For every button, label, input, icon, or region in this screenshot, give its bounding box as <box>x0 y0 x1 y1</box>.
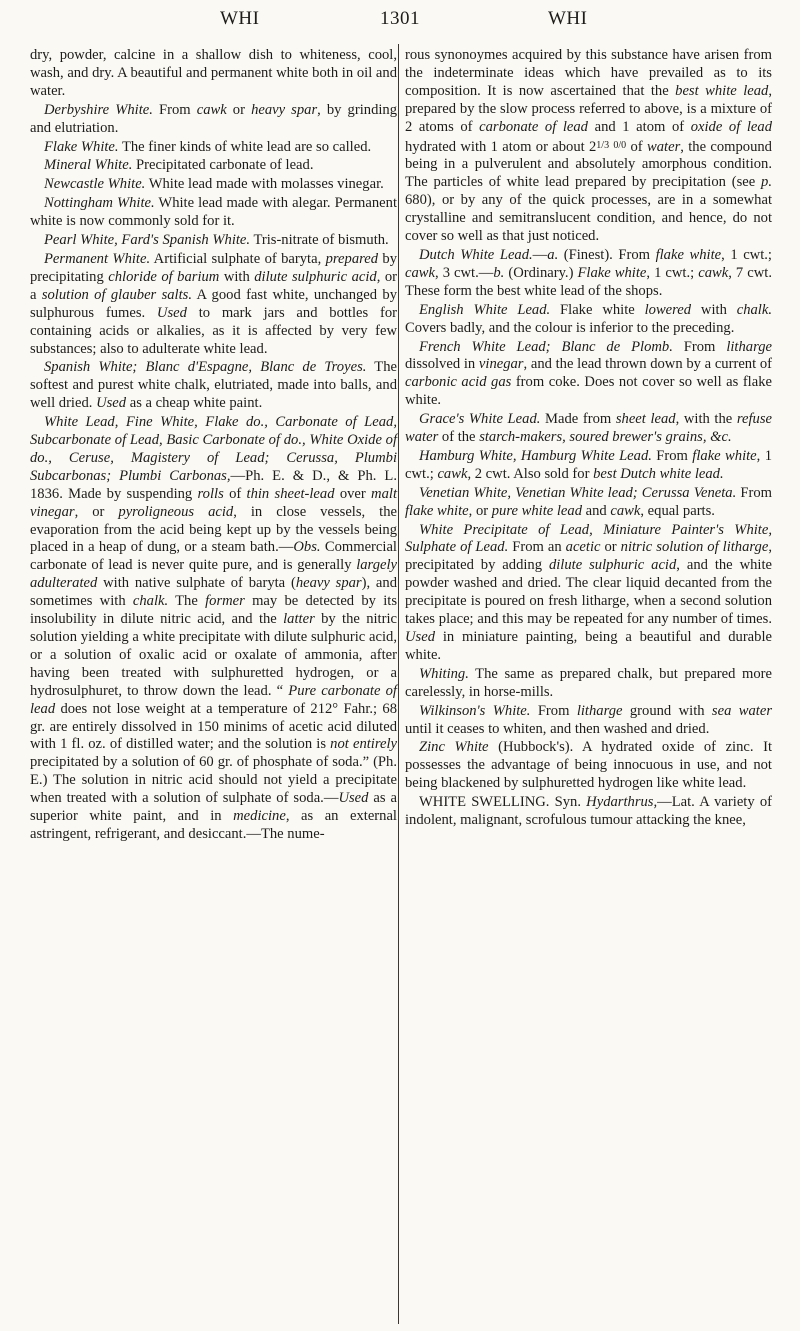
entry-paragraph: Flake White. The finer kinds of white lead are so called. <box>44 138 372 155</box>
entry-paragraph: Grace's White Lead. Made from sheet lead, with the refuse water of the starch-makers, soured brewer's grains, &c. <box>405 411 772 446</box>
entry-paragraph: French White Lead; Blanc de Plomb. From litharge dissolved in vinegar, and the lead thrown down by a current of carbonic acid gas from coke. Does not cover so well as flake white. <box>405 338 773 409</box>
entry-paragraph: Spanish White; Blanc d'Espagne, Blanc de Troyes. The softest and purest white chalk, elutriated, made into balls, and well dried. Used as a cheap white paint. <box>30 359 397 412</box>
entry-paragraph: WHITE SWELLING. Syn. Hydarthrus,—Lat. A variety of indolent, malignant, scrofulous tumour attacking the knee, <box>405 794 772 829</box>
entry-paragraph: White Lead, Fine White, Flake do., Carbonate of Lead, Subcarbonate of Lead, Basic Carbonate of do., White Oxide of do., Ceruse, Magistery of Lead; Cerussa, Plumbi Subcarbonas; Plumbi Carbonas,—Ph. E. & D., & Ph. L. 1836. Made by suspending rolls of thin sheet-lead over malt vinegar, or pyroligneous acid, in close vessels, the evaporation from the acid being kept up by the vessels being placed in a heap of dung, or a steam bath.—Obs. Commercial carbonate of lead is never quite pure, and is generally largely adulterated with native sulphate of baryta (heavy spar), and sometimes with chalk. The former may be detected by its insolubility in dilute nitric acid, and the latter by the nitric solution yielding a white precipitate with dilute sulphuric acid, or a solution of oxalic acid or oxalate of ammonia, after having been treated with sulphuretted hydrogen, or a hydrosulphuret, to throw down the lead. “ Pure carbonate of lead does not lose weight at a temperature of 212° Fahr.; 68 gr. are entirely dissolved in 150 minims of acetic acid diluted with 1 fl. oz. of distilled water; and the solution is not entirely precipitated by a solution of 60 gr. of phosphate of soda.” (Ph. E.) The solution in nitric acid should not yield a precipitate when treated with a solution of sulphate of soda.—Used as a superior white paint, and in medicine, as an external astringent, refrigerant, and desiccant.—The nume- <box>30 414 398 842</box>
entry-paragraph: Venetian White, Venetian White lead; Cerussa Veneta. From flake white, or pure white lead and cawk, equal parts. <box>405 484 772 519</box>
entry-paragraph: Whiting. The same as prepared chalk, but prepared more carelessly, in horse-mills. <box>405 665 772 700</box>
entry-paragraph: Wilkinson's White. From litharge ground with sea water until it ceases to whiten, and then washed and dried. <box>405 702 772 737</box>
entry-paragraph: Zinc White (Hubbock's). A hydrated oxide of zinc. It possesses the advantage of being innocuous in use, and not being blackened by sulphuretted hydrogen like white lead. <box>405 739 772 792</box>
entry-paragraph: Derbyshire White. From cawk or heavy spar, by grinding and elutriation. <box>30 101 398 136</box>
entry-paragraph: Newcastle White. White lead made with molasses vinegar. <box>44 176 384 193</box>
entry-paragraph: White Precipitate of Lead, Miniature Painter's White, Sulphate of Lead. From an acetic or nitric solution of litharge, precipitated by adding dilute sulphuric acid, and the white powder washed and dried. The clear liquid decanted from the precipitate is poured on fresh litharge, when a second solution takes place; and this may be repeated for any number of times. Used in miniature painting, being a beautiful and durable white. <box>405 521 773 663</box>
entry-paragraph: English White Lead. Flake white lowered with chalk. Covers badly, and the colour is inferior to the preceding. <box>405 301 772 336</box>
entry-paragraph: Nottingham White. White lead made with alegar. Permanent white is now commonly sold for it. <box>30 195 397 230</box>
header-left-word: WHI <box>220 8 260 29</box>
header-right-word: WHI <box>548 8 588 29</box>
entry-paragraph: Dutch White Lead.—a. (Finest). From flake white, 1 cwt.; cawk, 3 cwt.—b. (Ordinary.) Flake white, 1 cwt.; cawk, 7 cwt. These form the best white lead of the shops. <box>405 246 772 299</box>
entry-paragraph: dry, powder, calcine in a shallow dish to whiteness, cool, wash, and dry. A beautiful and permanent white both in oil and water. <box>30 47 397 99</box>
page-number: 1301 <box>380 8 420 29</box>
entry-paragraph: Hamburg White, Hamburg White Lead. From flake white, 1 cwt.; cawk, 2 cwt. Also sold for best Dutch white lead. <box>405 447 772 482</box>
column-divider <box>398 44 399 1324</box>
entry-paragraph: Pearl White, Fard's Spanish White. Tris-nitrate of bismuth. <box>44 232 389 249</box>
entry-paragraph: Mineral White. Precipitated carbonate of lead. <box>44 157 314 174</box>
running-head <box>0 8 800 38</box>
entry-paragraph: rous synonoymes acquired by this substance have arisen from the indeterminate ideas which have prevailed as to its composition. It is now ascertained that the best white lead, prepared by the slow process referred to above, is a mixture of 2 atoms of carbonate of lead and 1 atom of oxide of lead hydrated with 1 atom or about $2^{1/3}$ $^{0/0}$ of water, the compound being in a pulverulent and absolutely amorphous condition. The particles of white lead prepared by precipitation (see p. 680), or by any of the quick processes, are in a somewhat crystalline and semitranslucent condition, and hence, do not cover so well as that just noticed. <box>405 47 772 245</box>
entry-paragraph: Permanent White. Artificial sulphate of baryta, prepared by precipitating chloride of barium with dilute sulphuric acid, or a solution of glauber salts. A good fast white, unchanged by sulphurous fumes. Used to mark jars and bottles for containing acids or alkalies, as it is affected by very few substances; also to adulterate white lead. <box>30 250 398 357</box>
left-column <box>30 47 397 845</box>
right-column <box>405 47 772 831</box>
